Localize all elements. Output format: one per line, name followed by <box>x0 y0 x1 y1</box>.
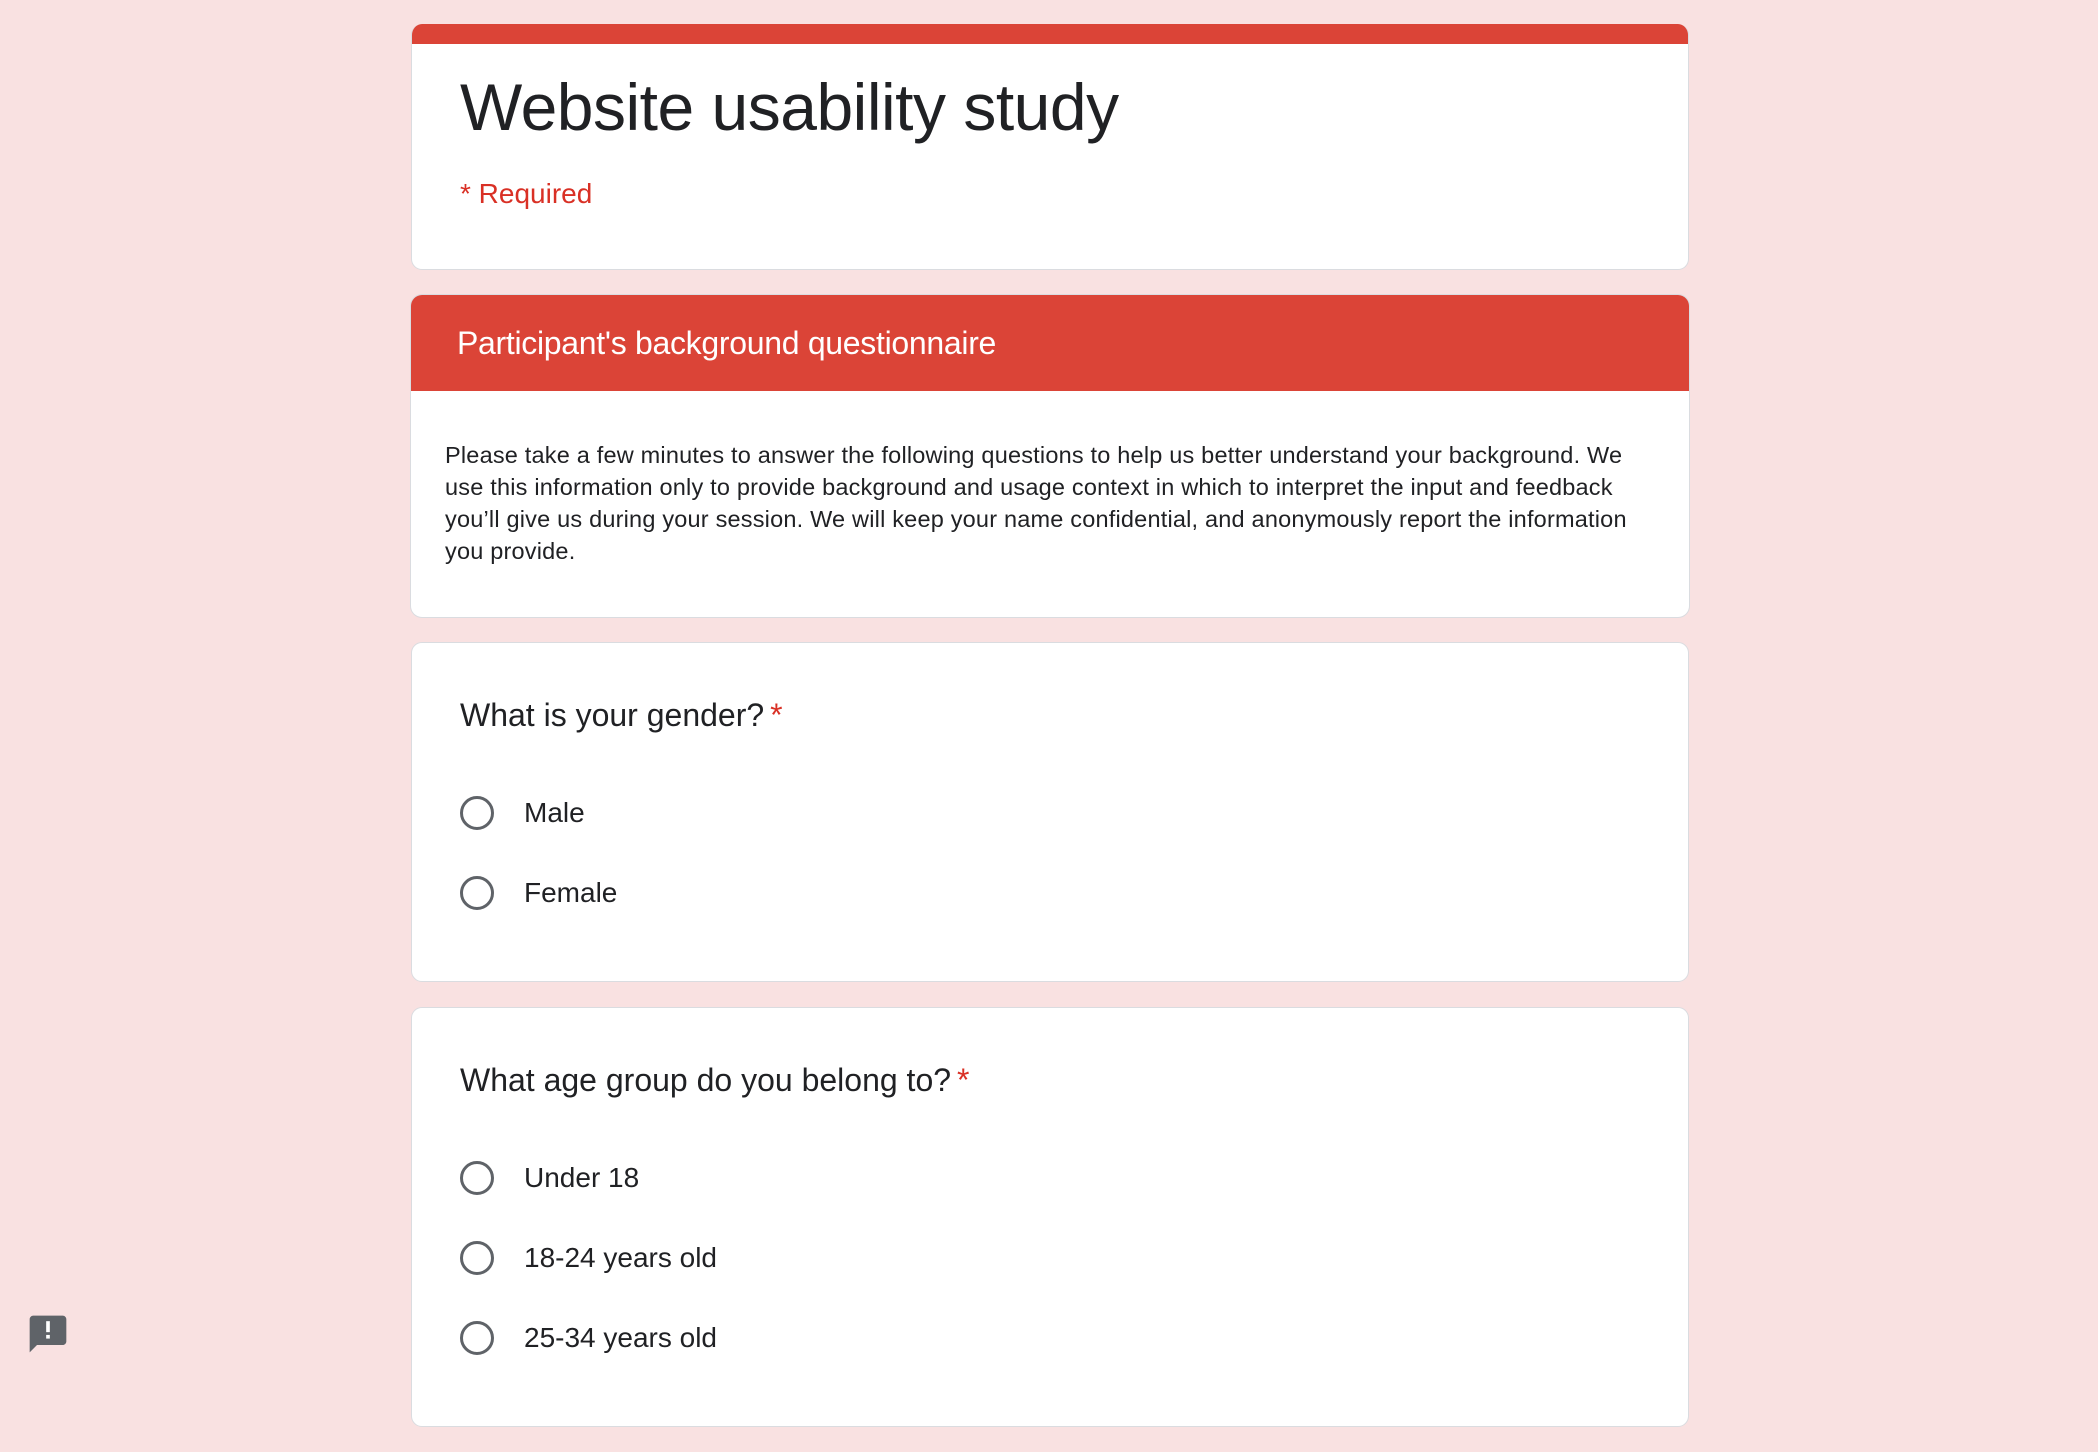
radio-button[interactable] <box>460 1241 494 1275</box>
form-title: Website usability study <box>460 70 1119 144</box>
section-title: Participant's background questionnaire <box>411 295 1689 391</box>
section-description: Please take a few minutes to answer the following questions to help us better understand your background. We use this information only to provide background and usage context in which to interpret the input and feedback you’ll give us during your session. We will keep your name confidential, and anonymously report the information you provide. <box>445 442 1627 564</box>
required-star: * <box>957 1062 970 1098</box>
radio-option-male[interactable] <box>460 773 1640 853</box>
required-star: * <box>770 697 783 733</box>
section-card <box>411 295 1689 617</box>
form-container <box>411 24 1689 1452</box>
question-title <box>460 1058 1640 1102</box>
option-label: 25-34 years old <box>524 1322 718 1353</box>
radio-option-18-24[interactable] <box>460 1218 1640 1298</box>
radio-button[interactable] <box>460 876 494 910</box>
option-label: 18-24 years old <box>524 1242 718 1273</box>
radio-option-under-18[interactable] <box>460 1138 1640 1218</box>
question-title <box>460 693 1640 737</box>
question-gender-card <box>411 642 1689 982</box>
option-label: Under 18 <box>524 1162 640 1193</box>
report-problem-icon[interactable] <box>26 1312 70 1356</box>
header-accent-bar <box>412 24 1688 44</box>
radio-button[interactable] <box>460 796 494 830</box>
required-note: * Required <box>460 178 593 209</box>
question-title-text: What is your gender? <box>460 697 765 733</box>
radio-option-25-34[interactable] <box>460 1298 1640 1378</box>
option-label: Female <box>524 877 618 908</box>
question-title-text: What age group do you belong to? <box>460 1062 952 1098</box>
radio-button[interactable] <box>460 1161 494 1195</box>
form-header-card <box>411 24 1689 270</box>
radio-button[interactable] <box>460 1321 494 1355</box>
option-label: Male <box>524 797 585 828</box>
radio-option-female[interactable] <box>460 853 1640 933</box>
question-age-card <box>411 1007 1689 1427</box>
